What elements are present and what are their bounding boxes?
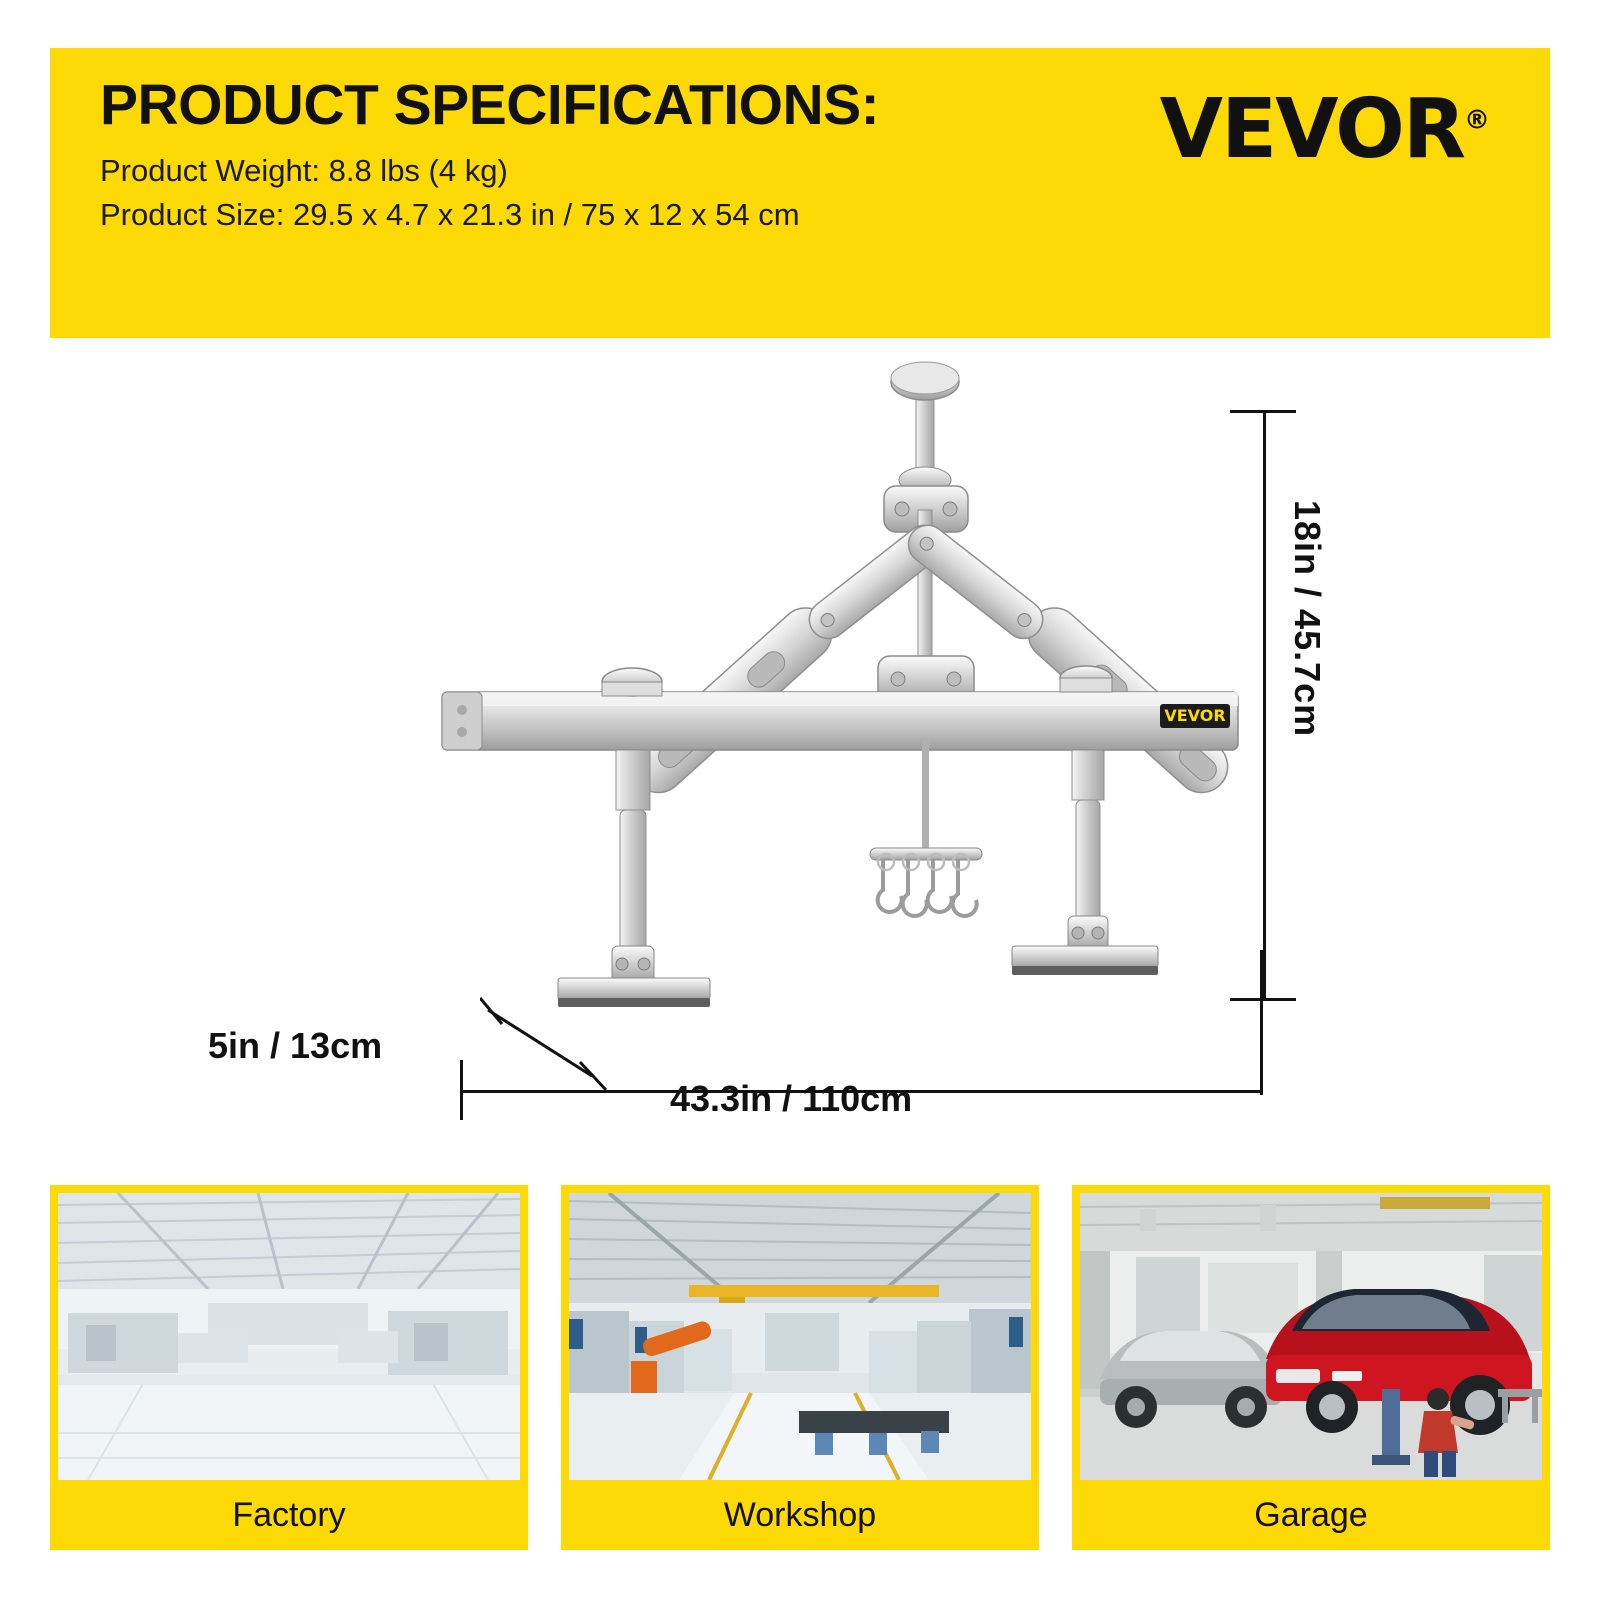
scene-caption-workshop: Workshop bbox=[723, 1496, 877, 1534]
left-support-leg bbox=[558, 750, 710, 1007]
depth-dimension-label: 5in / 13cm bbox=[208, 1025, 383, 1066]
scene-card-factory bbox=[50, 1185, 528, 1550]
height-dim-tick-bottom bbox=[1230, 998, 1296, 1001]
width-dim-tick-right bbox=[1260, 950, 1263, 1095]
top-adjust-screw bbox=[891, 362, 959, 493]
right-clamp-knob bbox=[1060, 666, 1112, 692]
scene-caption-factory: Factory bbox=[232, 1496, 346, 1534]
brand-name: VEVOR bbox=[1159, 82, 1464, 177]
scene-card-workshop bbox=[561, 1185, 1039, 1550]
registered-mark-icon: ® bbox=[1464, 105, 1490, 136]
left-clamp-knob bbox=[602, 668, 662, 696]
beam-brand-badge: VEVOR bbox=[1164, 706, 1226, 725]
main-beam bbox=[442, 692, 1238, 750]
workshop-robot-line-photo bbox=[569, 1193, 1031, 1480]
scene-card-row bbox=[50, 1185, 1550, 1550]
width-dimension-label: 43.3in / 110cm bbox=[670, 1078, 913, 1119]
page-title: PRODUCT SPECIFICATIONS: bbox=[100, 73, 880, 137]
depth-dimension-line bbox=[480, 980, 620, 1090]
height-dimension-label: 18in / 45.7cm bbox=[1287, 500, 1328, 738]
height-dimension-line bbox=[1263, 410, 1266, 1000]
scene-card-garage bbox=[1072, 1185, 1550, 1550]
scene-caption-garage: Garage bbox=[1254, 1496, 1368, 1534]
hook-chain-assembly bbox=[870, 740, 982, 916]
height-dim-tick-top bbox=[1230, 410, 1296, 413]
brand-logo bbox=[1160, 82, 1490, 177]
factory-interior-photo bbox=[58, 1193, 520, 1480]
garage-red-car-lift-photo bbox=[1080, 1193, 1542, 1480]
spec-header-banner bbox=[50, 48, 1550, 338]
product-size-text: Product Size: 29.5 x 4.7 x 21.3 in / 75 x 12 x 54 cm bbox=[100, 196, 800, 232]
product-weight-text: Product Weight: 8.8 lbs (4 kg) bbox=[100, 152, 508, 188]
width-dim-tick-left bbox=[460, 1060, 463, 1120]
right-support-leg bbox=[1012, 750, 1158, 975]
product-illustration bbox=[50, 360, 1550, 1160]
